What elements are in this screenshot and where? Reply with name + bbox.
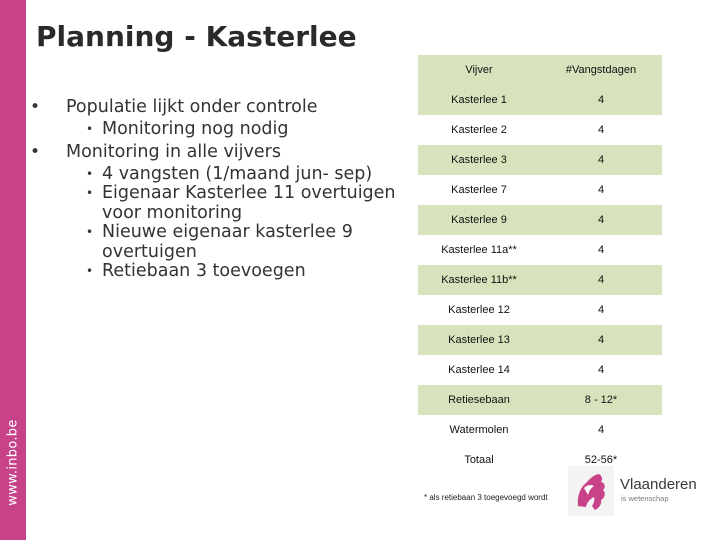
bullet-dot-icon: •	[86, 166, 94, 181]
bullet-text: Monitoring nog nodig	[102, 119, 289, 139]
sub-bullet-item	[30, 120, 410, 140]
table-cell: 4	[597, 124, 605, 136]
table-cell: Kasterlee 9	[418, 205, 540, 235]
bullet-text: 4 vangsten (1/maand jun- sep)	[102, 163, 373, 184]
table-row	[418, 295, 662, 325]
vlaanderen-lion-icon	[568, 466, 614, 516]
table-cell: Kasterlee 2	[451, 124, 507, 136]
table-header-cell: #Vangstdagen	[540, 55, 662, 85]
table-row	[418, 115, 662, 145]
bullet-item	[30, 95, 410, 120]
table-row	[418, 385, 662, 415]
table-header-row	[418, 55, 662, 85]
table-row	[418, 205, 662, 235]
table-cell: 4	[597, 424, 605, 436]
table-cell: Kasterlee 3	[418, 145, 540, 175]
table-row	[418, 355, 662, 385]
table-cell: Kasterlee 11a**	[441, 244, 517, 256]
table-cell: 4	[540, 205, 662, 235]
table-cell: 4	[540, 265, 662, 295]
planning-table	[418, 55, 662, 475]
table-row	[418, 175, 662, 205]
sub-bullet-item	[30, 223, 410, 262]
table-cell: 8 - 12*	[540, 385, 662, 415]
bullet-text: Monitoring in alle vijvers	[66, 141, 281, 162]
table-cell: Watermolen	[449, 424, 509, 436]
bullet-dot-icon: •	[86, 122, 94, 136]
table-cell: 4	[597, 184, 605, 196]
bullet-text: Retiebaan 3 toevoegen	[102, 261, 306, 281]
page-title: Planning - Kasterlee	[36, 20, 357, 53]
table-cell: Kasterlee 13	[418, 325, 540, 355]
table-row	[418, 415, 662, 445]
table-cell: Kasterlee 14	[448, 364, 510, 376]
table-cell: Kasterlee 11b**	[418, 265, 540, 295]
bullet-text: Nieuwe eigenaar kasterlee 9 overtuigen	[102, 222, 353, 262]
table-cell: Kasterlee 7	[451, 184, 507, 196]
bullet-dot-icon: •	[30, 141, 41, 162]
sidebar-band	[0, 0, 26, 540]
table-cell: Kasterlee 12	[448, 304, 510, 316]
bullet-text: Eigenaar Kasterlee 11 overtuigen voor monitoring	[102, 183, 396, 223]
table-cell: 4	[597, 364, 605, 376]
table-cell: Totaal	[464, 454, 494, 466]
table-total-row	[418, 445, 662, 475]
table-footnote: * als retiebaan 3 toegevoegd wordt	[424, 493, 548, 502]
bullet-text: Populatie lijkt onder controle	[66, 97, 318, 117]
bullet-list	[30, 95, 410, 282]
bullet-dot-icon: •	[86, 225, 94, 239]
table-cell: 52-56*	[584, 454, 618, 466]
bullet-dot-icon: •	[30, 97, 41, 117]
logo-name: Vlaanderen	[620, 476, 697, 493]
table-cell: 4	[597, 304, 605, 316]
sub-bullet-item	[30, 165, 410, 185]
table-row	[418, 325, 662, 355]
logo-subtitle: is wetenschap	[621, 494, 669, 503]
sub-bullet-item	[30, 262, 410, 282]
sidebar-url: www.inbo.be	[5, 419, 21, 506]
sub-bullet-item	[30, 184, 410, 223]
table-row	[418, 85, 662, 115]
table-row	[418, 145, 662, 175]
bullet-dot-icon: •	[86, 186, 94, 200]
bullet-item	[30, 140, 410, 165]
table-cell: 4	[540, 145, 662, 175]
table-cell: Retiesebaan	[418, 385, 540, 415]
bullet-dot-icon: •	[86, 264, 94, 278]
table-cell: 4	[540, 85, 662, 115]
table-header-cell: Vijver	[418, 55, 540, 85]
table-cell: 4	[540, 325, 662, 355]
table-row	[418, 265, 662, 295]
table-row	[418, 235, 662, 265]
table-cell: Kasterlee 1	[418, 85, 540, 115]
table-cell: 4	[597, 244, 605, 256]
